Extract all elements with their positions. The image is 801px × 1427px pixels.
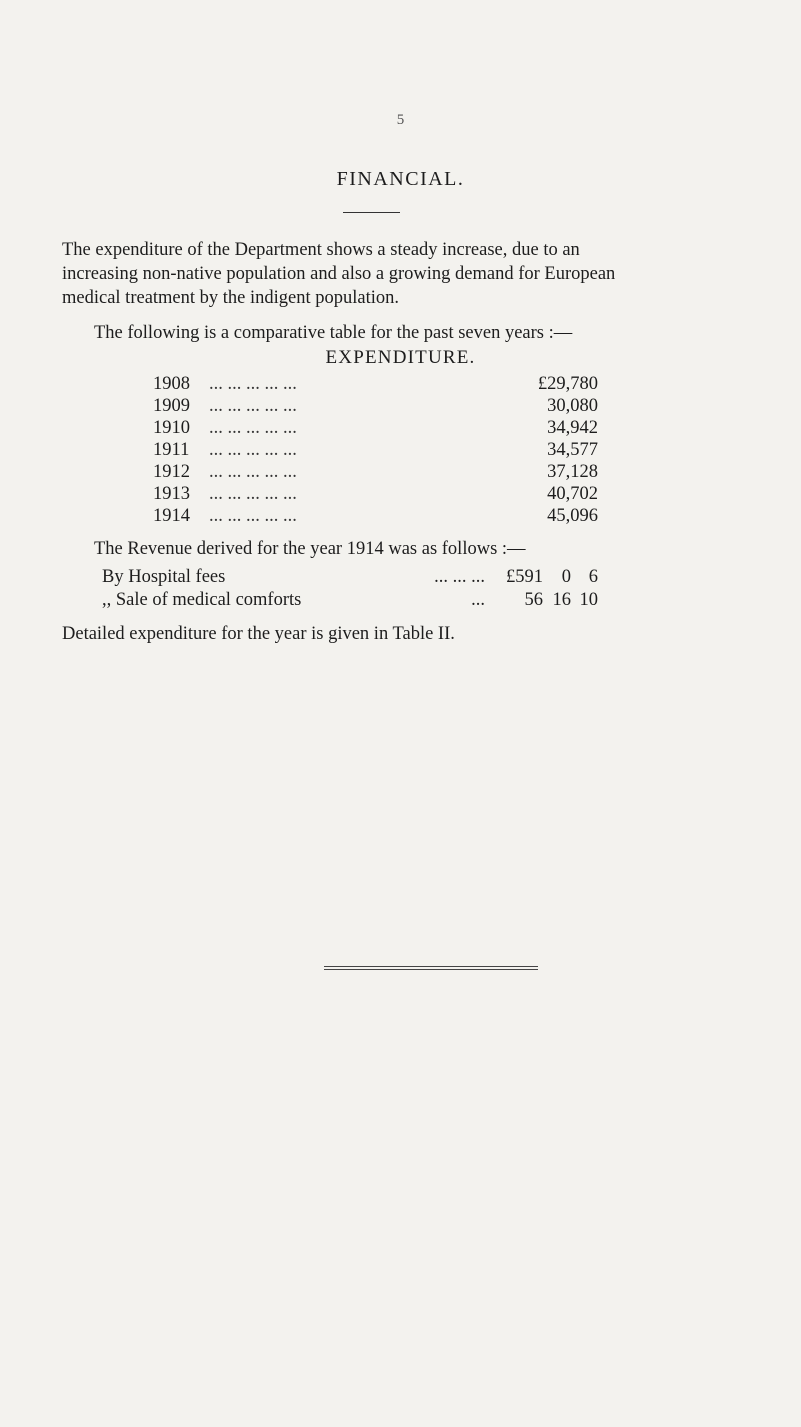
expenditure-amount: 37,128 xyxy=(547,462,598,482)
expenditure-amount: £29,780 xyxy=(537,374,598,394)
revenue-pounds: £591 xyxy=(506,567,543,587)
expenditure-row xyxy=(153,439,598,461)
revenue-label: ,, Sale of medical comforts xyxy=(102,590,302,610)
revenue-shillings: 0 xyxy=(561,567,571,587)
leader-dots: ... ... ... ... ... xyxy=(209,374,297,394)
heading-rule xyxy=(343,212,400,213)
expenditure-amount: 34,577 xyxy=(547,440,598,460)
comparative-intro: The following is a comparative table for the past seven years :— xyxy=(94,323,573,343)
expenditure-row xyxy=(153,395,598,417)
revenue-row xyxy=(102,566,598,589)
expenditure-year: 1908 xyxy=(153,374,190,394)
expenditure-year: 1913 xyxy=(153,484,190,504)
leader-dots: ... ... ... ... ... xyxy=(209,506,297,526)
expenditure-row xyxy=(153,461,598,483)
revenue-pence: 10 xyxy=(579,590,598,610)
leader-dots: ... ... ... ... ... xyxy=(209,484,297,504)
revenue-pounds: 56 xyxy=(524,590,543,610)
leader-dots: ... ... ... ... ... xyxy=(209,396,297,416)
expenditure-title: EXPENDITURE. xyxy=(325,347,476,368)
intro-line-3: medical treatment by the indigent population. xyxy=(62,288,400,308)
expenditure-table xyxy=(153,373,598,527)
revenue-label: By Hospital fees xyxy=(102,567,226,587)
expenditure-year: 1914 xyxy=(153,506,190,526)
leader-dots: ... ... ... ... ... xyxy=(209,418,297,438)
expenditure-year: 1910 xyxy=(153,418,190,438)
expenditure-amount: 30,080 xyxy=(547,396,598,416)
expenditure-year: 1912 xyxy=(153,462,190,482)
expenditure-row xyxy=(153,505,598,527)
intro-line-1: The expenditure of the Department shows a steady increase, due to an xyxy=(62,240,580,260)
leader-dots: ... ... ... ... ... xyxy=(209,440,297,460)
expenditure-year: 1911 xyxy=(153,440,190,460)
section-heading: FINANCIAL. xyxy=(336,168,465,190)
page-number: 5 xyxy=(396,112,405,128)
revenue-shillings: 16 xyxy=(552,590,571,610)
expenditure-row xyxy=(153,483,598,505)
expenditure-year: 1909 xyxy=(153,396,190,416)
end-rule-top xyxy=(324,966,538,967)
revenue-row xyxy=(102,589,598,612)
intro-line-2: increasing non-native population and also a growing demand for European xyxy=(62,264,616,284)
revenue-pence: 6 xyxy=(588,567,598,587)
leader-dots: ... ... ... xyxy=(434,567,485,587)
revenue-intro: The Revenue derived for the year 1914 was as follows :— xyxy=(94,539,526,559)
revenue-table xyxy=(102,566,598,612)
expenditure-amount: 40,702 xyxy=(547,484,598,504)
closing-paragraph: Detailed expenditure for the year is given in Table II. xyxy=(62,624,455,644)
leader-dots: ... xyxy=(471,590,485,610)
expenditure-row xyxy=(153,373,598,395)
leader-dots: ... ... ... ... ... xyxy=(209,462,297,482)
expenditure-row xyxy=(153,417,598,439)
expenditure-amount: 34,942 xyxy=(547,418,598,438)
expenditure-amount: 45,096 xyxy=(547,506,598,526)
end-rule-bottom xyxy=(324,969,538,970)
intro-paragraph xyxy=(62,238,752,310)
